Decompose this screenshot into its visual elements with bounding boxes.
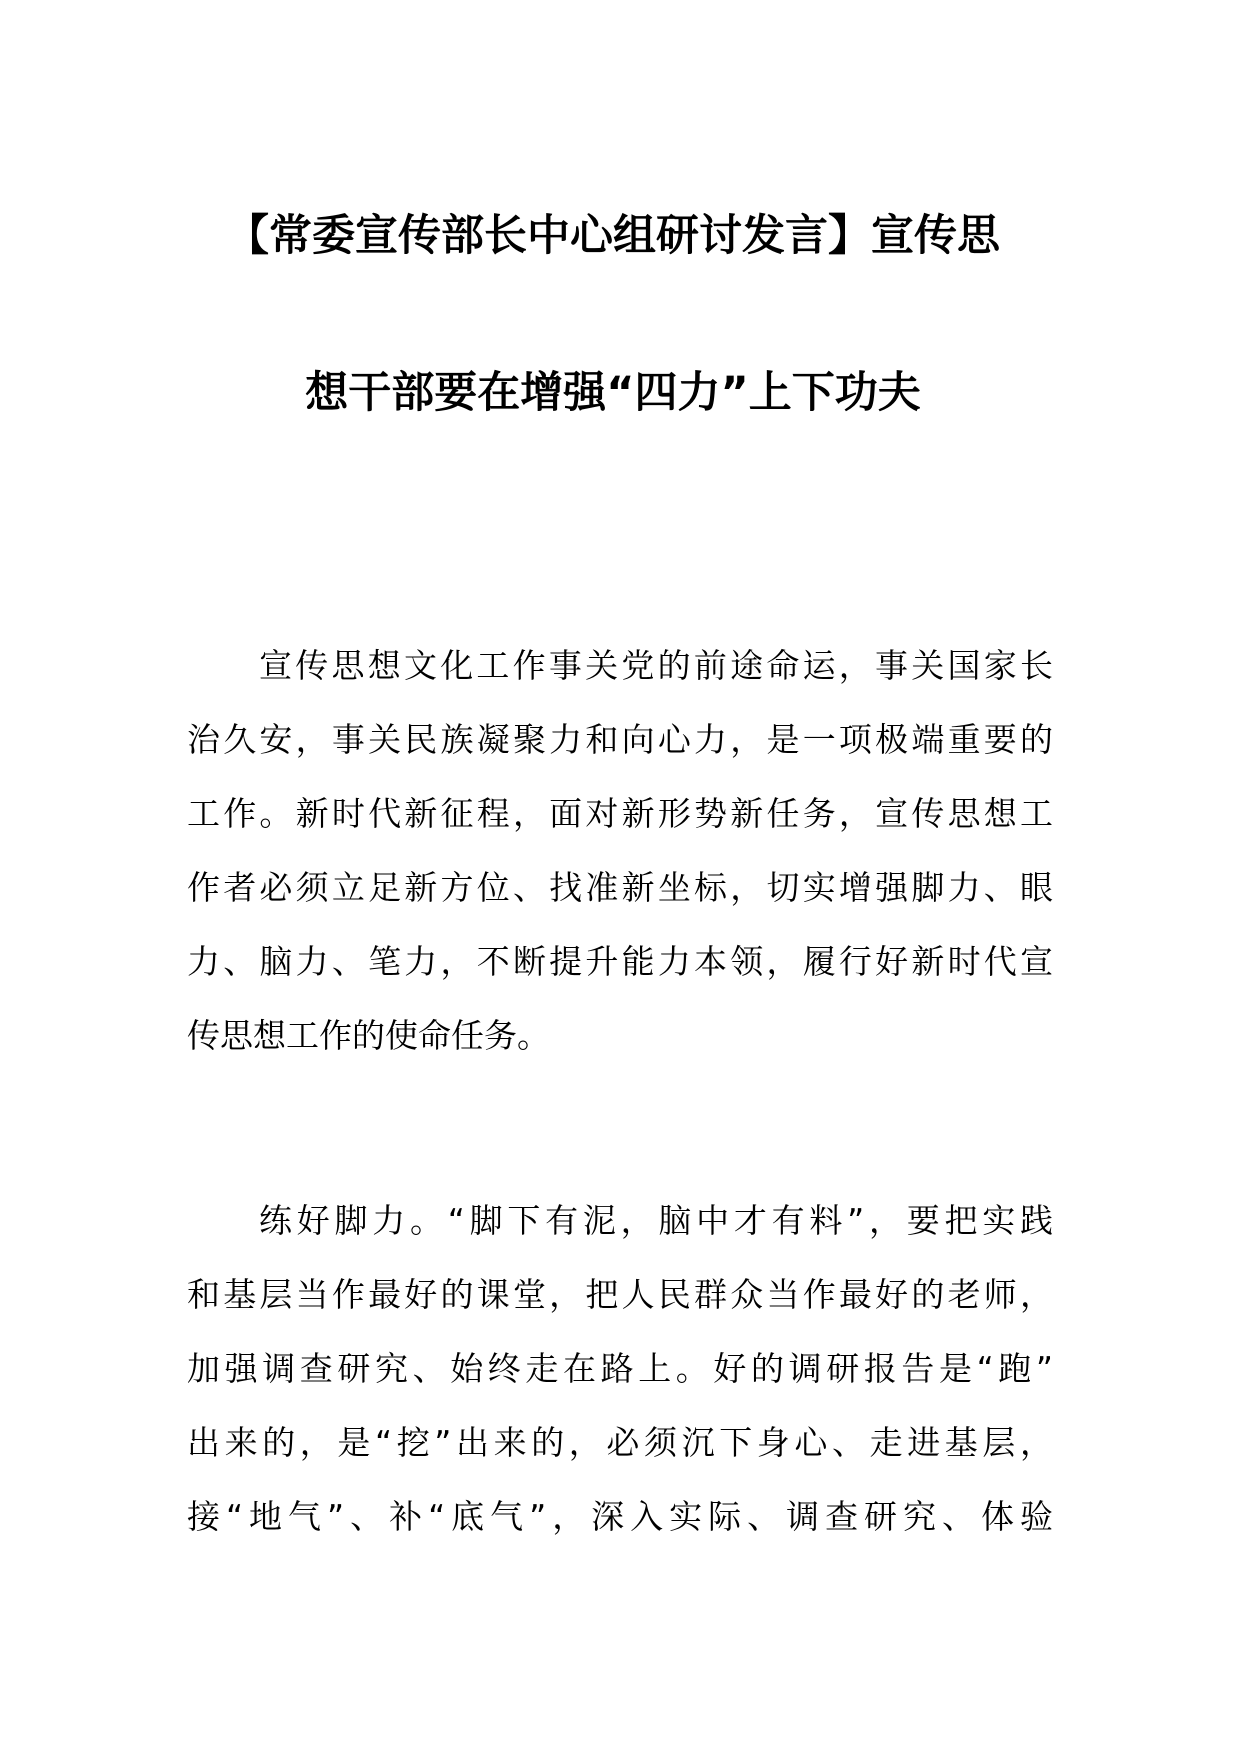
paragraph-line: 出来的，是“挖”出来的，必须沉下身心、走进基层， — [187, 1423, 1053, 1462]
paragraph-line: 工作。新时代新征程，面对新形势新任务，宣传思想工 — [187, 794, 1053, 833]
paragraph-line: 练好脚力。“脚下有泥，脑中才有料”，要把实践 — [259, 1201, 1053, 1240]
paragraph-line: 力、脑力、笔力，不断提升能力本领，履行好新时代宣 — [187, 942, 1053, 981]
document-title-line-1: 【常委宣传部长中心组研讨发言】宣传思 — [226, 211, 1000, 261]
document-title-line-2: 想干部要在增强“四力”上下功夫 — [305, 368, 921, 418]
paragraph-footwork — [187, 1184, 1053, 1554]
paragraph-line: 治久安，事关民族凝聚力和向心力，是一项极端重要的 — [187, 720, 1053, 759]
paragraph-intro — [187, 629, 1053, 1073]
paragraph-line: 接“地气”、补“底气”，深入实际、调查研究、体验 — [187, 1497, 1053, 1536]
paragraph-line: 和基层当作最好的课堂，把人民群众当作最好的老师， — [187, 1275, 1053, 1314]
paragraph-line: 宣传思想文化工作事关党的前途命运，事关国家长 — [259, 646, 1053, 685]
paragraph-line: 作者必须立足新方位、找准新坐标，切实增强脚力、眼 — [187, 868, 1053, 907]
paragraph-line: 传思想工作的使命任务。 — [187, 1016, 550, 1055]
paragraph-line: 加强调查研究、始终走在路上。好的调研报告是“跑” — [187, 1349, 1053, 1388]
